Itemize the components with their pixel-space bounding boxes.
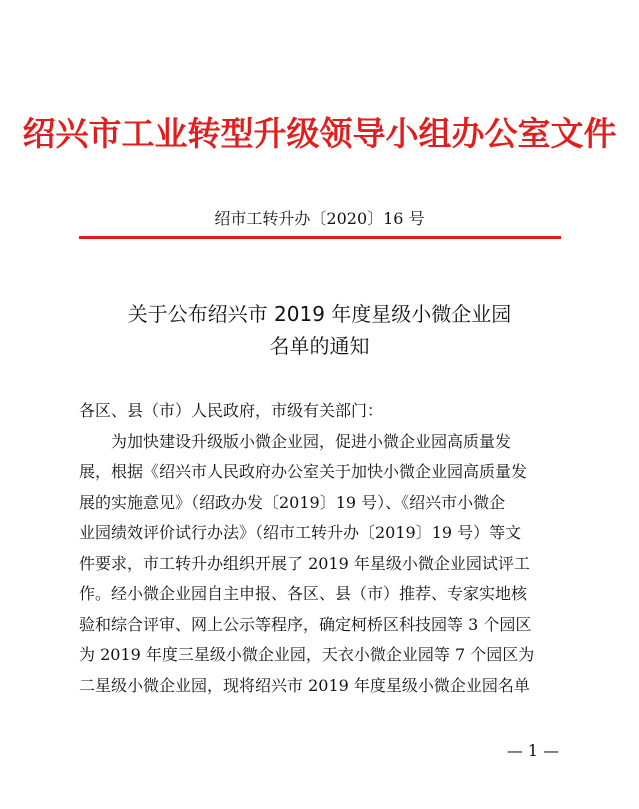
body-line: 验和综合评审、网上公示等程序，确定柯桥区科技园等 3 个园区 [79,615,532,634]
document-number: 绍市工转升办〔2020〕16 号 [214,209,425,228]
page-number: — 1 — [506,741,560,760]
body-line: 为加快建设升级版小微企业园，促进小微企业园高质量发 [111,432,512,451]
body-line: 业园绩效评价试行办法》（绍市工转升办〔2019〕19 号）等文 [79,523,522,542]
body-line: 展，根据《绍兴市人民政府办公室关于加快小微企业园高质量发 [79,462,528,481]
notice-title-line-1: 关于公布绍兴市 2019 年度星级小微企业园 [127,302,512,326]
body-line: 件要求，市工转升办组织开展了 2019 年星级小微企业园试评工 [79,554,530,573]
red-divider-rule [79,236,561,239]
body-line: 展的实施意见》（绍政办发〔2019〕19 号）、《绍兴市小微企 [79,493,506,512]
body-line: 作。经小微企业园自主申报、各区、县（市）推荐、专家实地核 [79,584,528,603]
salutation: 各区、县（市）人民政府，市级有关部门： [79,401,384,420]
body-line: 二星级小微企业园，现将绍兴市 2019 年度星级小微企业园名单 [79,676,530,695]
notice-title-line-2: 名单的通知 [269,334,370,358]
body-line: 为 2019 年度三星级小微企业园，天衣小微企业园等 7 个园区为 [79,645,535,664]
document-issuer-title: 绍兴市工业转型升级领导小组办公室文件 [22,114,617,153]
